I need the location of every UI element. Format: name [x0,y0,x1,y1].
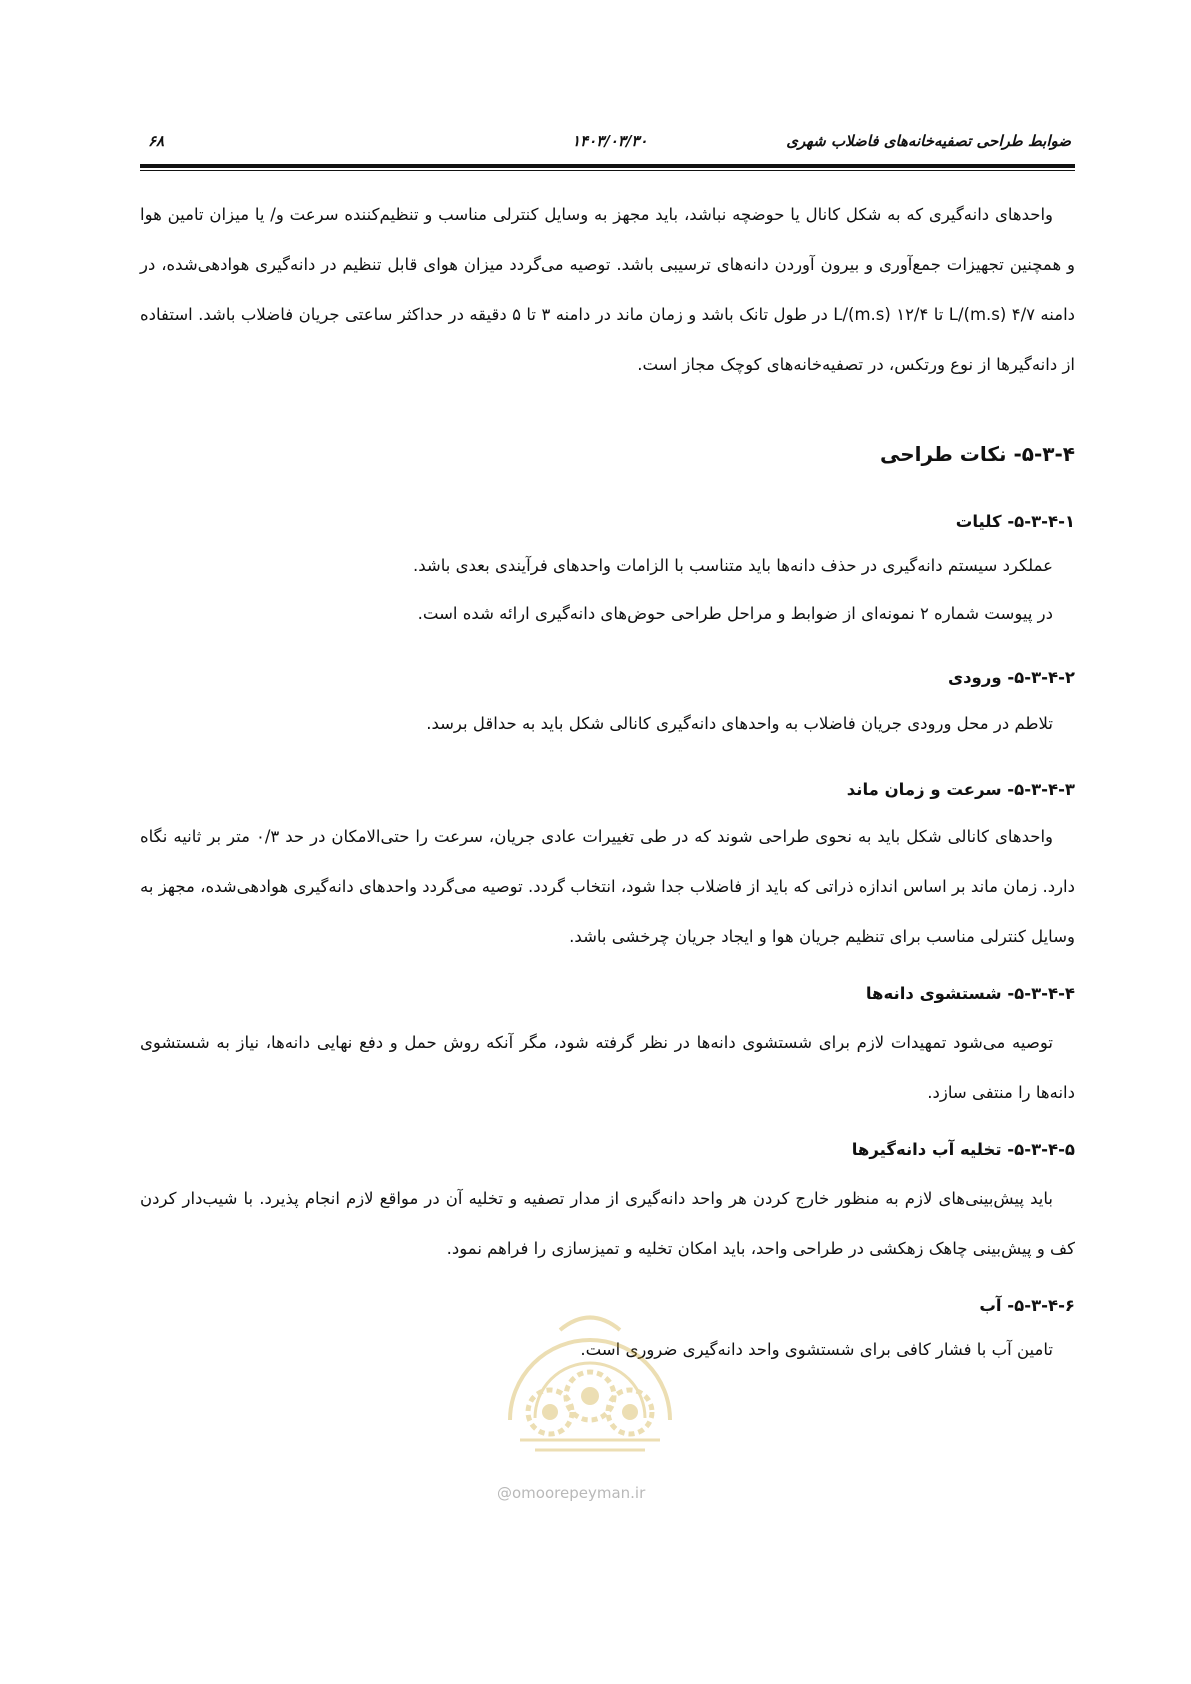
drainage-paragraph: باید پیش‌بینی‌های لازم به منظور خارج کردن هر واحد دانه‌گیری از مدار تصفیه و تخلیه آن در مواقع لازم انجام پذیرد. با شیب‌دار کردن کف و پیش‌بینی چاهک زهکشی در طراحی واحد، باید امکان تخلیه و تمیزسازی را فراهم نمود. [140,1189,1075,1258]
washing-block [140,1018,1075,1118]
header-date: ۱۴۰۳/۰۳/۳۰ [572,132,648,150]
intro-block [140,190,1075,390]
subsection-heading-water: ۵-۳-۴-۶- آب [979,1296,1075,1315]
subsection-heading-washing: ۵-۳-۴-۴- شستشوی دانه‌ها [865,984,1075,1003]
washing-paragraph: توصیه می‌شود تمهیدات لازم برای شستشوی دانه‌ها در نظر گرفته شود، مگر آنکه روش حمل و دفع نهایی دانه‌ها، نیاز به شستشوی دانه‌ها را منتفی سازد. [140,1033,1075,1102]
drainage-block [140,1174,1075,1274]
subsection-heading-velocity: ۵-۳-۴-۳- سرعت و زمان ماند [846,780,1075,799]
velocity-block [140,812,1075,962]
page-number: ۶۸ [148,132,165,150]
watermark-logo-icon [490,1300,690,1465]
subsection-heading-general: ۵-۳-۴-۱- کلیات [955,512,1075,531]
header-rule-thin [140,170,1075,171]
subsection-heading-inlet: ۵-۳-۴-۲- ورودی [947,668,1075,687]
running-header [140,128,1075,154]
header-title: ضوابط طراحی تصفیه‌خانه‌های فاضلاب شهری [786,132,1071,150]
section-heading: ۵-۳-۴- نکات طراحی [880,442,1075,466]
general-line-2: در پیوست شماره ۲ نمونه‌ای از ضوابط و مراحل طراحی حوض‌های دانه‌گیری ارائه شده است. [417,604,1053,623]
water-line-1: تامین آب با فشار کافی برای شستشوی واحد دانه‌گیری ضروری است. [580,1340,1053,1359]
watermark-text: @omoorepeyman.ir [497,1484,646,1502]
subsection-heading-drainage: ۵-۳-۴-۵- تخلیه آب دانه‌گیرها [851,1140,1075,1159]
header-rule-thick [140,164,1075,168]
intro-paragraph: واحدهای دانه‌گیری که به شکل کانال یا حوضچه نباشد، باید مجهز به وسایل کنترلی مناسب و تنظیم‌کننده سرعت و/ یا میزان تامین هوا و همچنین تجهیزات جمع‌آوری و بیرون آوردن دانه‌های ترسیبی باشد. توصیه می‌گردد میزان هوای قابل تنظیم در دانه‌گیری هوادهی‌شده، در دامنه ۴/۷ L/(m.s) تا ۱۲/۴ L/(m.s) در طول تانک باشد و زمان ماند در دامنه ۳ تا ۵ دقیقه در حداکثر ساعتی جریان فاضلاب باشد. استفاده از دانه‌گیرها از نوع ورتکس، در تصفیه‌خانه‌های کوچک مجاز است. [140,205,1076,374]
velocity-paragraph: واحدهای کانالی شکل باید به نحوی طراحی شوند که در طی تغییرات عادی جریان، سرعت را حتی‌الامکان در حد ۰/۳ متر بر ثانیه نگاه دارد. زمان ماند بر اساس اندازه ذراتی که باید از فاضلاب جدا شود، انتخاب گردد. توصیه می‌گردد واحدهای دانه‌گیری هوادهی‌شده، مجهز به وسایل کنترلی مناسب برای تنظیم جریان هوا و ایجاد جریان چرخشی باشد. [140,827,1075,946]
general-line-1: عملکرد سیستم دانه‌گیری در حذف دانه‌ها باید متناسب با الزامات واحدهای فرآیندی بعدی باشد. [413,556,1053,575]
inlet-line-1: تلاطم در محل ورودی جریان فاضلاب به واحدهای دانه‌گیری کانالی شکل باید به حداقل برسد. [426,714,1053,733]
